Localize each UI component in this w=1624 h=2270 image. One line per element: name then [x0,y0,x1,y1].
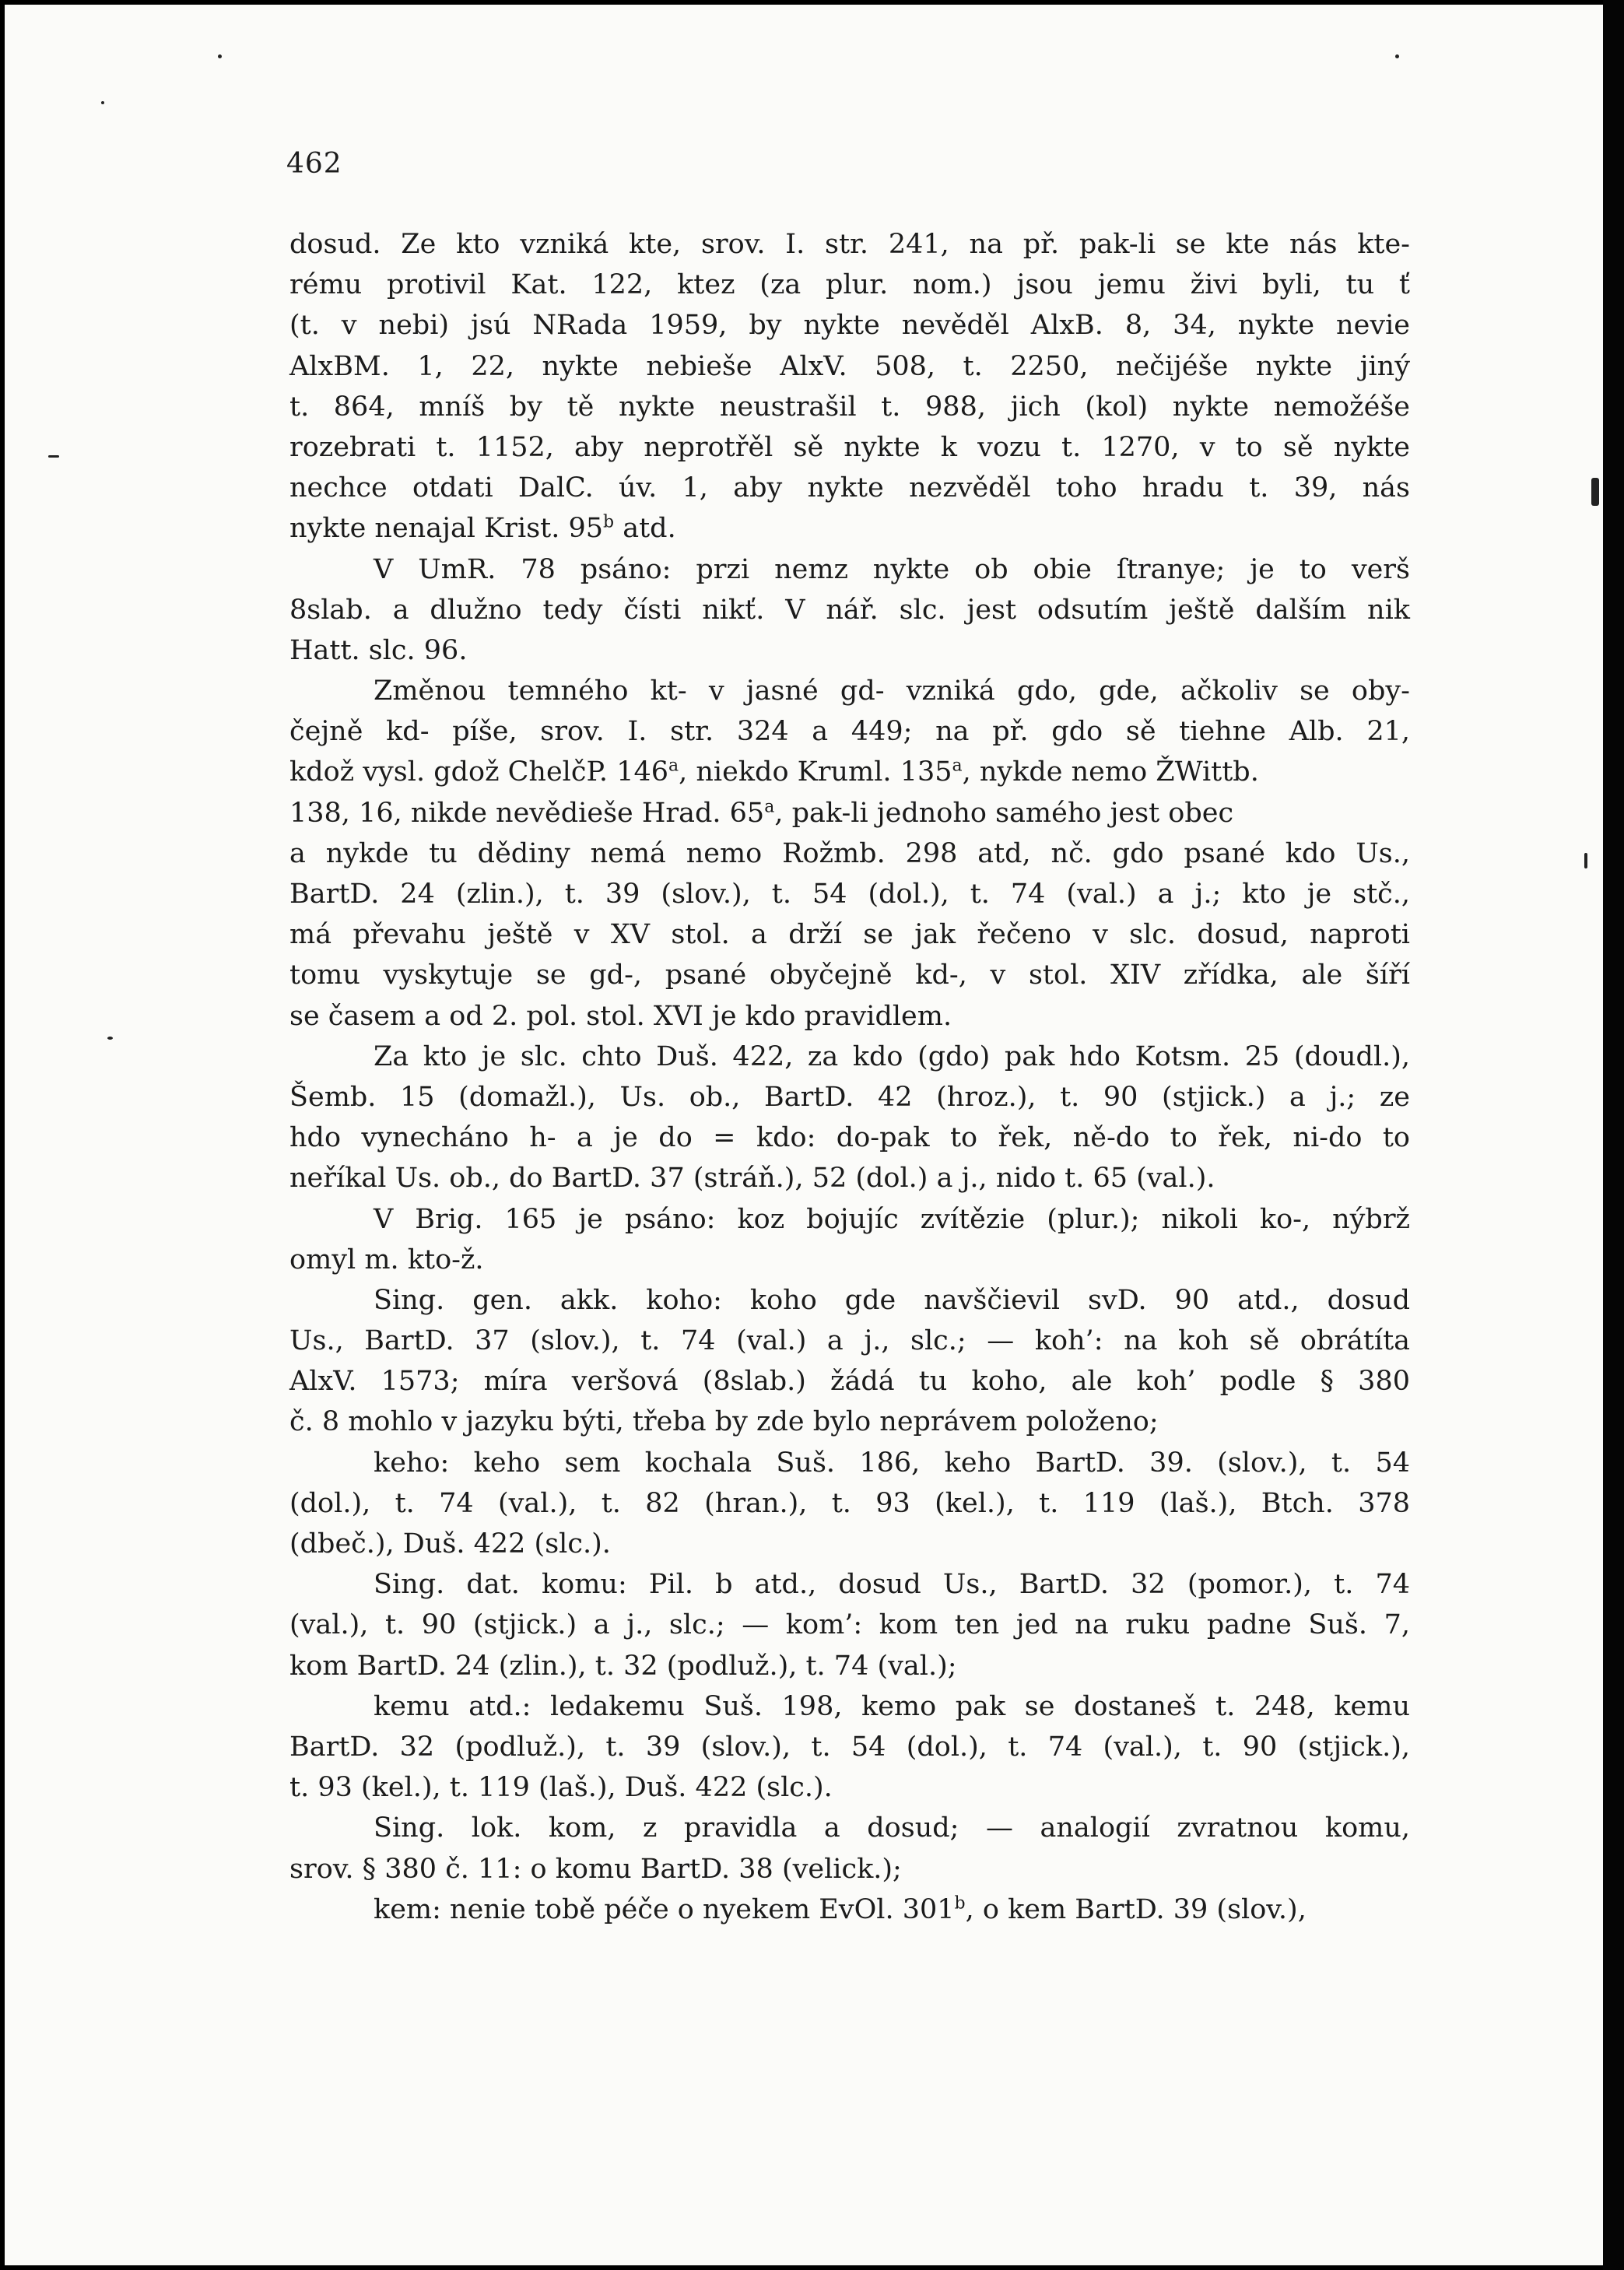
text-line: (dol.), t. 74 (val.), t. 82 (hran.), t. 93 (kel.), t. 119 (laš.), Btch. 378 [289,1487,1410,1519]
text-fragment: 138, 16, nikde nevědieše Hrad. 65 [289,797,765,829]
text-line: AlxV. 1573; míra veršová (8slab.) žádá tu koho, ale koh’ podle § 380 [289,1366,1410,1398]
superscript: a [952,756,963,776]
text-line: se časem a od 2. pol. stol. XVI je kdo pravidlem. [289,1000,952,1032]
text-line: kom BartD. 24 (zlin.), t. 32 (podluž.), t. 74 (val.); [289,1650,957,1682]
scan-speck [1584,853,1587,868]
text-line: srov. § 380 č. 11: o komu BartD. 38 (velick.); [289,1853,902,1885]
text-line: kemu atd.: ledakemu Suš. 198, kemo pak se dostaneš t. 248, kemu [374,1690,1410,1722]
scan-speck [1395,54,1399,58]
text-line: Hatt. slc. 96. [289,634,468,666]
text-line: keho: keho sem kochala Suš. 186, keho BartD. 39. (slov.), t. 54 [374,1447,1410,1479]
text-line [289,508,1410,549]
text-line: BartD. 32 (podluž.), t. 39 (slov.), t. 54 (dol.), t. 74 (val.), t. 90 (stjick.), [289,1731,1410,1763]
scan-speck [1591,478,1599,506]
text-fragment: kdož vysl. gdož ChelčP. 146 [289,756,668,788]
text-line: má převahu ještě v XV stol. a drží se jak řečeno v slc. dosud, naproti [289,919,1410,951]
text-line [289,752,1410,792]
text-line: čejně kd- píše, srov. I. str. 324 a 449; na př. gdo sě tiehne Alb. 21, [289,716,1410,748]
text-line: Sing. lok. kom, z pravidla a dosud; — analogií zvratnou komu, [374,1812,1410,1844]
superscript: a [764,796,775,816]
text-line: (val.), t. 90 (stjick.) a j., slc.; — kom’: kom ten jed na ruku padne Suš. 7, [289,1609,1410,1641]
text-line: Šemb. 15 (domažl.), Us. ob., BartD. 42 (hroz.), t. 90 (stjick.) a j.; ze [289,1081,1410,1113]
scan-speck [101,101,104,104]
text-line: AlxBM. 1, 22, nykte nebieše AlxV. 508, t. 2250, nečijéše nykte jiný [289,350,1410,382]
scan-speck [218,54,222,58]
text-line: t. 93 (kel.), t. 119 (laš.), Duš. 422 (slc.). [289,1772,833,1804]
body-text [289,224,1410,1930]
text-line: Sing. dat. komu: Pil. b atd., dosud Us., BartD. 32 (pomor.), t. 74 [374,1569,1410,1601]
text-line: rozebrati t. 1152, aby neprotřěl sě nykte k vozu t. 1270, v to sě nykte [289,431,1410,463]
scan-speck [107,1037,113,1040]
text-line: nechce otdati DalC. úv. 1, aby nykte nezvěděl toho hradu t. 39, nás [289,472,1410,504]
text-line: BartD. 24 (zlin.), t. 39 (slov.), t. 54 (dol.), t. 74 (val.) a j.; kto je stč., [289,879,1410,910]
text-fragment: nykte nenajal Krist. 95 [289,513,604,545]
text-line: V UmR. 78 psáno: przi nemz nykte ob obie ſtranye; je to verš [374,553,1410,585]
text-line: Sing. gen. akk. koho: koho gde navščievil svD. 90 atd., dosud [374,1284,1410,1316]
text-line: Us., BartD. 37 (slov.), t. 74 (val.) a j., slc.; — koh’: na koh sě obrátíta [289,1325,1410,1357]
text-line [289,1889,1410,1930]
text-line: rému protivil Kat. 122, ktez (za plur. nom.) jsou jemu živi byli, tu ť [289,269,1410,301]
text-line: 8slab. a dlužno tedy čísti nikť. V nář. slc. jest odsutím ještě dalším nik [289,594,1410,626]
text-line: V Brig. 165 je psáno: koz bojujíc zvítězie (plur.); nikoli ko-, nýbrž [374,1203,1410,1235]
text-line [289,793,1410,833]
text-fragment: , nykde nemo ŽWittb. [962,756,1259,788]
text-line: (dbeč.), Duš. 422 (slc.). [289,1528,611,1560]
text-fragment: , o kem BartD. 39 (slov.), [965,1893,1307,1925]
superscript: a [668,756,679,776]
text-line: (t. v nebi) jsú NRada 1959, by nykte nevěděl AlxB. 8, 34, nykte nevie [289,310,1410,342]
text-line: č. 8 mohlo v jazyku býti, třeba by zde bylo neprávem položeno; [289,1406,1159,1438]
text-line: tomu vyskytuje se gd-, psané obyčejně kd-, v stol. XIV zřídka, ale šíří [289,960,1410,991]
superscript: b [954,1893,966,1914]
text-line: dosud. Ze kto vzniká kte, srov. I. str. 241, na př. pak-li se kte nás kte- [289,229,1410,260]
page-number: 462 [286,148,342,180]
scan-speck [48,455,59,458]
text-fragment: , pak-li jednoho samého jest obec [774,797,1234,829]
text-fragment: , niekdo Kruml. 135 [679,756,952,788]
text-fragment: atd. [614,513,676,545]
text-line: omyl m. kto-ž. [289,1244,484,1275]
text-line: hdo vynecháno h- a je do = kdo: do-pak to řek, ně-do to řek, ni-do to [289,1122,1410,1154]
text-line: t. 864, mníš by tě nykte neustrašil t. 988, jich (kol) nykte nemožéše [289,391,1410,423]
text-line: a nykde tu dědiny nemá nemo Rožmb. 298 atd, nč. gdo psané kdo Us., [289,837,1410,869]
text-line: Za kto je slc. chto Duš. 422, za kdo (gdo) pak hdo Kotsm. 25 (doudl.), [374,1040,1410,1072]
text-line: Změnou temného kt- v jasné gd- vzniká gdo, gde, ačkoliv se oby- [374,675,1410,707]
scan-edge [1603,0,1624,2270]
text-fragment: kem: nenie tobě péče o nyekem EvOl. 301 [374,1893,955,1925]
text-line: neříkal Us. ob., do BartD. 37 (stráň.), 52 (dol.) a j., nido t. 65 (val.). [289,1163,1215,1195]
superscript: b [603,512,615,532]
